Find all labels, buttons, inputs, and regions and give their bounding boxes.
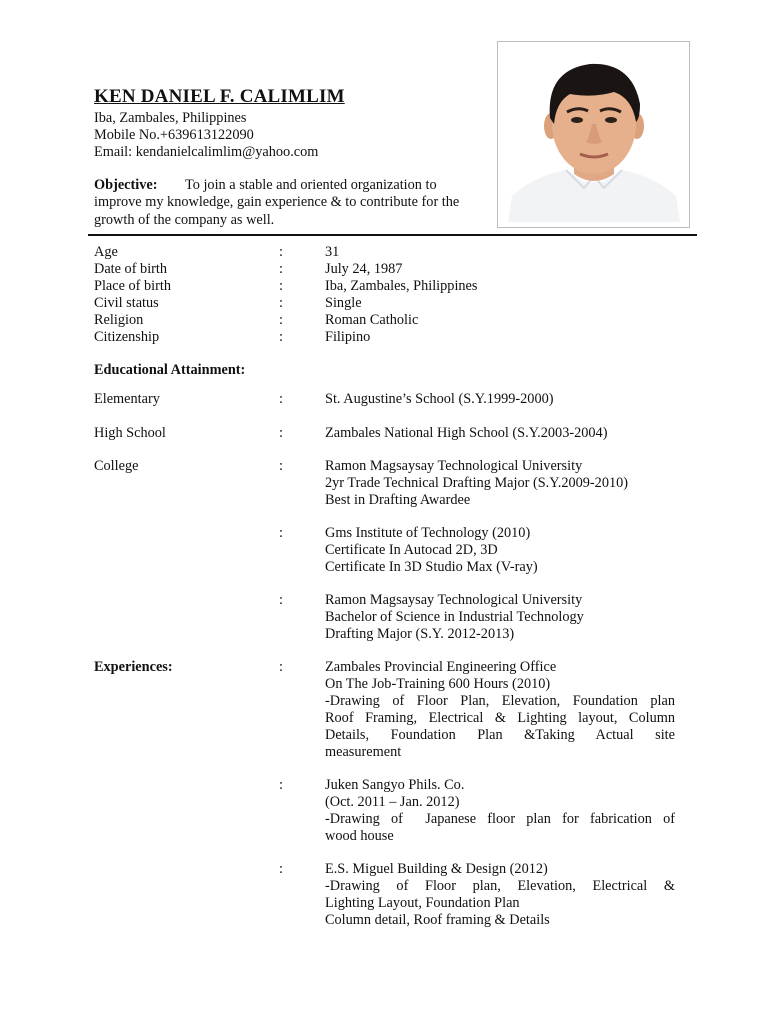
- field-colon: :: [279, 278, 283, 294]
- education-detail-lines: [325, 458, 628, 509]
- experience-line: wood house: [325, 828, 394, 844]
- education-level-label: High School: [94, 425, 166, 441]
- experience-line: Details, Foundation Plan &Taking Actual site: [325, 727, 675, 743]
- field-label: Age: [94, 244, 118, 260]
- education-line: Drafting Major (S.Y. 2012-2013): [325, 626, 515, 642]
- field-colon: :: [279, 659, 283, 675]
- address: Iba, Zambales, Philippines: [94, 110, 247, 126]
- field-colon: :: [279, 592, 283, 608]
- education-line: Ramon Magsaysay Technological University: [325, 592, 583, 608]
- field-value: July 24, 1987: [325, 261, 403, 277]
- experience-detail-lines: [325, 777, 675, 845]
- experience-line: Zambales Provincial Engineering Office: [325, 659, 557, 675]
- field-colon: :: [279, 525, 283, 541]
- mobile-number: Mobile No.+639613122090: [94, 127, 254, 143]
- experience-line: Lighting Layout, Foundation Plan: [325, 895, 520, 911]
- field-colon: :: [279, 312, 283, 328]
- education-line: Certificate In 3D Studio Max (V-ray): [325, 559, 538, 575]
- field-label: Date of birth: [94, 261, 168, 277]
- applicant-photo: [497, 41, 690, 228]
- email-address: Email: kendanielcalimlim@yahoo.com: [94, 144, 319, 160]
- experience-line: -Drawing of Floor Plan, Elevation, Foundation plan: [325, 693, 675, 709]
- experience-detail-lines: [325, 659, 675, 761]
- education-school: St. Augustine’s School (S.Y.1999-2000): [325, 391, 554, 407]
- objective-text: To join a stable and oriented organization to improve my knowledge, gain experience & to contribute for the growth of the company as well.: [94, 177, 460, 228]
- field-label: Civil status: [94, 295, 159, 311]
- objective-label: Objective:: [94, 177, 158, 193]
- education-line: Gms Institute of Technology (2010): [325, 525, 531, 541]
- education-line: Bachelor of Science in Industrial Technology: [325, 609, 584, 625]
- field-colon: :: [279, 329, 283, 345]
- field-value: Single: [325, 295, 362, 311]
- education-line: 2yr Trade Technical Drafting Major (S.Y.2009-2010): [325, 475, 629, 491]
- experience-line: measurement: [325, 744, 402, 760]
- education-school: Zambales National High School (S.Y.2003-2004): [325, 425, 608, 441]
- experience-line: E.S. Miguel Building & Design (2012): [325, 861, 548, 877]
- experience-line: Juken Sangyo Phils. Co.: [325, 777, 465, 793]
- field-label: Religion: [94, 312, 144, 328]
- experiences-heading: Experiences:: [94, 659, 173, 675]
- education-line: Best in Drafting Awardee: [325, 492, 471, 508]
- experience-line: -Drawing of Floor plan, Elevation, Electrical &: [325, 878, 675, 894]
- portrait-image: [504, 48, 684, 222]
- field-colon: :: [279, 295, 283, 311]
- education-detail-lines: [325, 525, 538, 576]
- education-detail-lines: [325, 592, 584, 643]
- field-colon: :: [279, 458, 283, 474]
- field-value: Iba, Zambales, Philippines: [325, 278, 478, 294]
- field-label: Place of birth: [94, 278, 172, 294]
- experience-line: On The Job-Training 600 Hours (2010): [325, 676, 551, 692]
- experience-line: Column detail, Roof framing & Details: [325, 912, 550, 928]
- education-level-label: Elementary: [94, 391, 160, 407]
- education-heading: Educational Attainment:: [94, 362, 246, 378]
- field-colon: :: [279, 244, 283, 260]
- field-colon: :: [279, 861, 283, 877]
- header-divider: [88, 234, 697, 236]
- field-colon: :: [279, 425, 283, 441]
- objective-block: [94, 177, 466, 229]
- field-value: Filipino: [325, 329, 371, 345]
- education-level-label: College: [94, 458, 139, 474]
- field-label: Citizenship: [94, 329, 160, 345]
- field-colon: :: [279, 777, 283, 793]
- education-line: Ramon Magsaysay Technological University: [325, 458, 583, 474]
- experience-detail-lines: [325, 861, 675, 929]
- experience-line: (Oct. 2011 – Jan. 2012): [325, 794, 460, 810]
- education-line: Certificate In Autocad 2D, 3D: [325, 542, 498, 558]
- field-value: Roman Catholic: [325, 312, 419, 328]
- field-colon: :: [279, 391, 283, 407]
- experience-line: Roof Framing, Electrical & Lighting layout, Column: [325, 710, 675, 726]
- field-value: 31: [325, 244, 340, 260]
- experience-line: -Drawing of Japanese floor plan for fabrication of: [325, 811, 675, 827]
- applicant-name: KEN DANIEL F. CALIMLIM: [94, 86, 345, 107]
- field-colon: :: [279, 261, 283, 277]
